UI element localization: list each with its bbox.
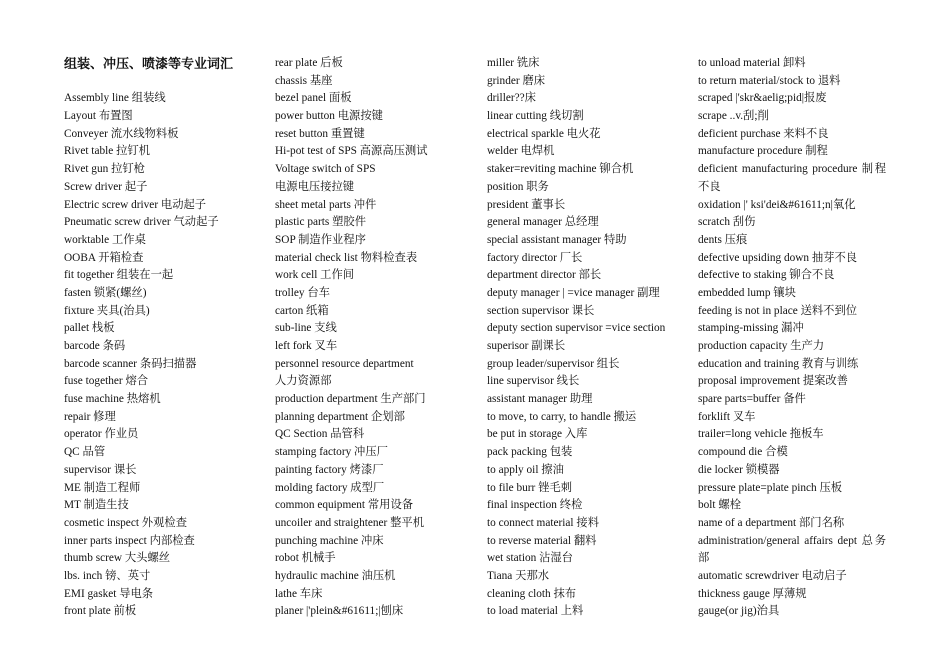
term-line: linear cutting 线切割 xyxy=(487,110,584,123)
term-line: personnel resource department xyxy=(275,357,414,370)
term-line: Layout 布置图 xyxy=(64,110,133,123)
term-line: superisor 副课长 xyxy=(487,340,566,352)
term-line: Conveyer 流水线物料板 xyxy=(64,127,179,140)
term-line: Rivet table 拉钉机 xyxy=(64,145,150,158)
column-4 xyxy=(698,55,886,621)
term-line: fit together 组装在一起 xyxy=(64,269,174,282)
term-line: to unload material 卸料 xyxy=(698,57,806,69)
term-line: to move, to carry, to handle 搬运 xyxy=(487,410,637,423)
term-line: factory director 厂长 xyxy=(487,251,583,264)
term-line: cleaning cloth 抹布 xyxy=(487,587,577,600)
term-line: MT 制造生技 xyxy=(64,499,129,512)
term-line: QC Section 品管科 xyxy=(275,428,365,441)
term-line: spare parts=buffer 备件 xyxy=(698,393,806,406)
term-line: cosmetic inspect 外观检查 xyxy=(64,516,187,529)
term-line: fuse together 熔合 xyxy=(64,375,149,388)
term-line: deputy section supervisor =vice section xyxy=(487,322,666,335)
term-line: special assistant manager 特助 xyxy=(487,233,627,246)
term-line: group leader/supervisor 组长 xyxy=(487,357,620,370)
term-line: to load material 上料 xyxy=(487,605,584,618)
term-line: plastic parts 塑胶件 xyxy=(275,216,366,229)
term-line: lbs. inch 镑、英寸 xyxy=(64,569,151,582)
term-line: Hi-pot test of SPS 高源高压测试 xyxy=(275,145,428,158)
term-line: supervisor 课长 xyxy=(64,463,137,476)
term-line: robot 机械手 xyxy=(275,552,336,565)
term-line-wrapped: administration/general affairs dept 总务部 xyxy=(698,534,886,565)
term-line: thumb screw 大头螺丝 xyxy=(64,552,171,565)
term-line: worktable 工作桌 xyxy=(64,233,146,246)
term-line: department director 部长 xyxy=(487,269,602,282)
term-line: uncoiler and straightener 整平机 xyxy=(275,516,425,529)
column-2 xyxy=(275,55,475,621)
term-line: scrape ..v.刮;削 xyxy=(698,110,769,123)
term-line: president 董事长 xyxy=(487,198,566,211)
term-line: Rivet gun 拉钉枪 xyxy=(64,163,145,176)
term-line: fuse machine 热熔机 xyxy=(64,393,161,406)
term-line: inner parts inspect 内部检查 xyxy=(64,534,195,547)
term-line: production capacity 生产力 xyxy=(698,340,825,353)
term-line: gauge(or jig)治具 xyxy=(698,605,780,618)
term-line: work cell 工作间 xyxy=(275,269,355,282)
term-line: Voltage switch of SPS xyxy=(275,163,376,176)
column-1 xyxy=(64,55,264,621)
term-line: to reverse material 翻料 xyxy=(487,534,597,547)
term-line: barcode 条码 xyxy=(64,340,126,352)
term-line: manufacture procedure 制程 xyxy=(698,145,828,158)
term-line: final inspection 终检 xyxy=(487,499,583,512)
term-line: education and training 教育与训练 xyxy=(698,357,859,370)
term-line: defective to staking 铆合不良 xyxy=(698,269,835,282)
term-line: deputy manager | =vice manager 副理 xyxy=(487,286,660,299)
term-line: stamping factory 冲压厂 xyxy=(275,446,388,459)
term-line: hydraulic machine 油压机 xyxy=(275,569,396,582)
term-line: planning department 企划部 xyxy=(275,410,405,423)
term-line: forklift 叉车 xyxy=(698,410,756,423)
term-line: bolt 螺栓 xyxy=(698,499,741,512)
term-line: miller 铣床 xyxy=(487,57,540,69)
term-line: Electric screw driver 电动起子 xyxy=(64,198,207,211)
term-line: compound die 合模 xyxy=(698,446,788,459)
term-line: assistant manager 助理 xyxy=(487,393,593,406)
term-line: Screw driver 起子 xyxy=(64,180,148,193)
term-line: scraped |'skr&aelig;pid|报废 xyxy=(698,92,827,105)
term-line: Pneumatic screw driver 气动起子 xyxy=(64,216,219,229)
term-line: Tiana 天那水 xyxy=(487,569,550,582)
term-line: fixture 夹具(治具) xyxy=(64,304,150,317)
term-line: dents 压痕 xyxy=(698,233,748,246)
term-line: punching machine 冲床 xyxy=(275,534,384,547)
term-line: SOP 制造作业程序 xyxy=(275,233,366,246)
term-line: defective upsiding down 抽芽不良 xyxy=(698,251,858,264)
term-line: 人力资源部 xyxy=(275,375,332,388)
page-title: 组装、冲压、喷漆等专业词汇 xyxy=(64,56,234,71)
term-line: oxidation |' ksi'dei&#61611;n|氧化 xyxy=(698,198,856,211)
term-line: electrical sparkle 电火花 xyxy=(487,127,601,140)
term-line: 电源电压接拉键 xyxy=(275,180,355,193)
term-line: grinder 磨床 xyxy=(487,74,546,87)
term-line: ME 制造工程师 xyxy=(64,481,141,494)
term-line: general manager 总经理 xyxy=(487,216,599,229)
term-line: name of a department 部门名称 xyxy=(698,516,845,529)
term-line: repair 修理 xyxy=(64,410,116,423)
term-line: Assembly line 组装线 xyxy=(64,92,166,105)
term-line: material check list 物料检查表 xyxy=(275,251,418,264)
term-line-wrapped: deficient manufacturing procedure 制程不良 xyxy=(698,163,886,193)
term-line: feeding is not in place 送料不到位 xyxy=(698,304,858,317)
term-line: molding factory 成型厂 xyxy=(275,481,385,494)
term-line: power button 电源按键 xyxy=(275,110,383,123)
term-line: lathe 车床 xyxy=(275,587,323,600)
term-line: stamping-missing 漏冲 xyxy=(698,322,804,335)
term-line: reset button 重置键 xyxy=(275,127,365,140)
term-line: to return material/stock to 退料 xyxy=(698,74,841,87)
term-line: pressure plate=plate pinch 压板 xyxy=(698,481,843,494)
term-line: painting factory 烤漆厂 xyxy=(275,463,384,476)
term-line: wet station 沾湿台 xyxy=(487,552,573,565)
term-line: section supervisor 课长 xyxy=(487,304,595,317)
term-line: planer |'plein&#61611;|刨床 xyxy=(275,605,404,618)
term-line: line supervisor 线长 xyxy=(487,375,580,388)
term-line: chassis 基座 xyxy=(275,74,333,87)
term-line: bezel panel 面板 xyxy=(275,92,352,105)
term-line: embedded lump 镶块 xyxy=(698,286,796,299)
term-line: trailer=long vehicle 拖板车 xyxy=(698,428,824,441)
term-line: barcode scanner 条码扫描器 xyxy=(64,357,197,370)
term-line: QC 品管 xyxy=(64,446,106,459)
term-line: welder 电焊机 xyxy=(487,145,555,158)
term-line: automatic screwdriver 电动启子 xyxy=(698,570,847,582)
term-line: front plate 前板 xyxy=(64,605,137,618)
term-line: rear plate 后板 xyxy=(275,57,343,69)
term-line: production department 生产部门 xyxy=(275,393,426,406)
term-line: OOBA 开箱检查 xyxy=(64,251,144,264)
term-line: position 职务 xyxy=(487,180,549,193)
term-line: be put in storage 入库 xyxy=(487,428,588,441)
term-line: pallet 栈板 xyxy=(64,322,115,335)
term-line: staker=reviting machine 铆合机 xyxy=(487,163,634,176)
term-line: left fork 叉车 xyxy=(275,340,338,352)
term-line: operator 作业员 xyxy=(64,428,139,441)
column-3 xyxy=(487,55,687,621)
term-line: deficient purchase 来料不良 xyxy=(698,127,829,140)
term-line: to apply oil 擦油 xyxy=(487,463,564,476)
term-line: thickness gauge 厚薄规 xyxy=(698,587,807,600)
term-line: common equipment 常用设备 xyxy=(275,499,414,512)
term-line: die locker 锁模器 xyxy=(698,463,780,476)
term-line: scratch 刮伤 xyxy=(698,216,756,229)
term-line: trolley 台车 xyxy=(275,286,330,299)
term-line: carton 纸箱 xyxy=(275,304,329,317)
term-line: pack packing 包装 xyxy=(487,446,573,459)
term-line: fasten 锁紧(螺丝) xyxy=(64,286,147,299)
term-line: sheet metal parts 冲件 xyxy=(275,198,377,211)
term-line: to file burr 锉毛刺 xyxy=(487,481,573,494)
term-line: EMI gasket 导电条 xyxy=(64,587,154,600)
term-line: sub-line 支线 xyxy=(275,322,337,335)
term-line: to connect material 接料 xyxy=(487,516,599,529)
term-line: driller??床 xyxy=(487,92,536,105)
term-line: proposal improvement 提案改善 xyxy=(698,375,848,388)
